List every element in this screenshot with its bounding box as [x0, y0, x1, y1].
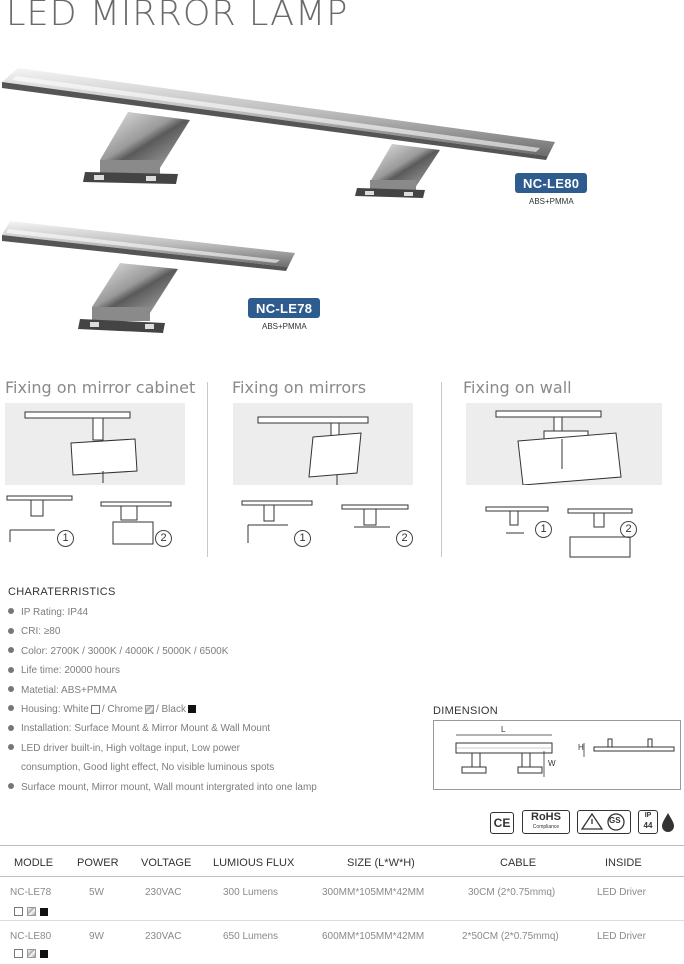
list-item: LED driver built-in, High voltage input, Low power — [8, 739, 438, 758]
cell-cable: 2*50CM (2*0.75mmq) — [462, 931, 559, 942]
cell-inside: LED Driver — [597, 887, 646, 898]
step-number-circle: 1 — [57, 530, 74, 547]
warning-triangle-icon — [578, 811, 630, 833]
cabinet-mount-drawing — [5, 403, 185, 485]
fixing-divider — [207, 382, 208, 557]
fixing-mirrors-diagram — [233, 403, 413, 485]
material-note-le78: ABS+PMMA — [262, 322, 307, 331]
list-item: consumption, Good light effect, No visible luminous spots — [21, 762, 275, 774]
mirror-mount-drawing — [233, 403, 413, 485]
table-row — [0, 887, 684, 915]
list-item: Installation: Surface Mount & Mirror Mount & Wall Mount — [8, 719, 438, 738]
table-row — [0, 931, 684, 959]
rohs-label: RoHS — [531, 811, 561, 823]
material-note-le80: ABS+PMMA — [529, 197, 574, 206]
white-swatch — [91, 705, 100, 714]
page-title: LED MIRROR LAMP — [6, 0, 349, 34]
black-swatch — [188, 705, 196, 713]
col-header-inside: INSIDE — [605, 857, 642, 869]
step-number-circle: 1 — [535, 521, 552, 538]
list-item: Life time: 20000 hours — [8, 661, 438, 680]
table-row-rule — [0, 920, 684, 921]
table-header-rule — [0, 876, 684, 877]
dimension-label-height: H — [578, 743, 584, 752]
rohs-mark — [522, 810, 570, 834]
step-number-circle: 2 — [155, 530, 172, 547]
dimension-label-width: W — [548, 759, 556, 768]
chrome-swatch — [145, 705, 154, 714]
dimension-heading: DIMENSION — [433, 705, 499, 717]
lamp-le78-illustration — [0, 215, 300, 340]
dimension-svg — [434, 721, 680, 789]
ip-label: IP — [644, 812, 652, 819]
fixing-cabinet-diagram — [5, 403, 185, 485]
ip-value: 44 — [643, 821, 653, 830]
black-swatch — [40, 950, 48, 958]
col-header-voltage: VOLTAGE — [141, 857, 192, 869]
white-swatch — [14, 949, 23, 958]
gs-label: GS — [609, 816, 621, 825]
chrome-swatch — [27, 907, 36, 916]
black-swatch — [40, 908, 48, 916]
chrome-swatch — [27, 949, 36, 958]
color-swatches — [12, 903, 50, 921]
water-drop-icon — [660, 812, 676, 832]
ce-mark: CE — [490, 812, 514, 834]
table-header-row — [0, 857, 684, 871]
list-item: Surface mount, Mirror mount, Wall mount intergrated into one lamp — [8, 778, 438, 797]
step-number-circle: 1 — [294, 530, 311, 547]
list-item: CRI: ≥80 — [8, 622, 438, 641]
dimension-label-length: L — [501, 725, 506, 734]
cell-flux: 650 Lumens — [223, 931, 279, 942]
gs-mark — [577, 810, 631, 834]
col-header-cable: CABLE — [500, 857, 537, 869]
cell-inside: LED Driver — [597, 931, 646, 942]
wall-mount-drawing — [466, 403, 662, 485]
list-item: Housing: White / Chrome / Black — [8, 700, 438, 719]
dimension-drawing — [433, 720, 681, 790]
col-header-size: SIZE (L*W*H) — [347, 857, 415, 869]
model-badge-le78: NC-LE78 — [248, 298, 320, 318]
step-number-circle: 2 — [620, 521, 637, 538]
step-number-circle: 2 — [396, 530, 413, 547]
cell-size: 600MM*105MM*42MM — [322, 931, 425, 942]
rohs-sublabel: Compliance — [532, 824, 560, 830]
list-item: IP Rating: IP44 — [8, 603, 438, 622]
white-swatch — [14, 907, 23, 916]
ip-rating-mark — [638, 810, 658, 834]
cell-cable: 30CM (2*0.75mmq) — [468, 887, 556, 898]
col-header-flux: LUMIOUS FLUX — [213, 857, 295, 869]
table-top-rule — [0, 845, 684, 846]
lamp-le80-illustration — [0, 60, 560, 210]
cell-voltage: 230VAC — [145, 931, 182, 942]
cell-voltage: 230VAC — [145, 887, 182, 898]
cell-model: NC-LE80 — [10, 931, 52, 942]
color-swatches — [12, 945, 50, 963]
fixing-title-wall: Fixing on wall — [463, 378, 572, 397]
fixing-divider — [441, 382, 442, 557]
cell-power: 9W — [89, 931, 104, 942]
col-header-model: MODLE — [14, 857, 54, 869]
list-item: Color: 2700K / 3000K / 4000K / 5000K / 6500K — [8, 642, 438, 661]
model-badge-le80: NC-LE80 — [515, 173, 587, 193]
characteristics-heading: CHARATERRISTICS — [8, 586, 116, 598]
fixing-wall-diagram — [466, 403, 662, 485]
list-item: Matetial: ABS+PMMA — [8, 681, 438, 700]
cabinet-step-sketches — [5, 492, 200, 552]
cell-power: 5W — [89, 887, 104, 898]
col-header-power: POWER — [77, 857, 119, 869]
cell-model: NC-LE78 — [10, 887, 52, 898]
characteristics-list — [8, 603, 438, 797]
cell-size: 300MM*105MM*42MM — [322, 887, 425, 898]
fixing-title-cabinet: Fixing on mirror cabinet — [5, 378, 196, 397]
fixing-title-mirrors: Fixing on mirrors — [232, 378, 367, 397]
cell-flux: 300 Lumens — [223, 887, 279, 898]
